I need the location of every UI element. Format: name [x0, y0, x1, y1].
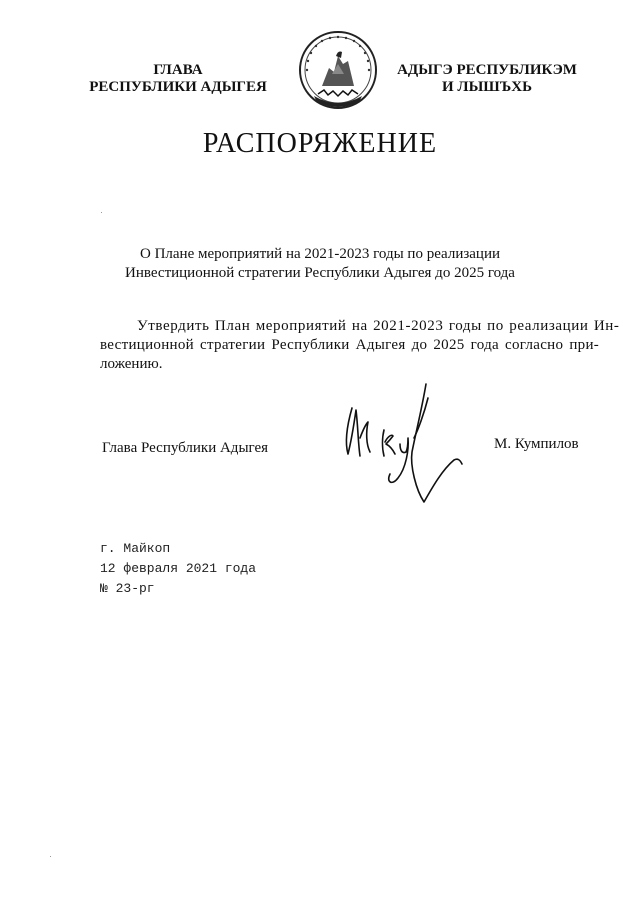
- coat-of-arms-icon: [296, 28, 380, 112]
- scan-speck: [50, 856, 51, 857]
- issue-date: 12 февраля 2021 года: [100, 561, 257, 576]
- signer-title: Глава Республики Адыгея: [102, 440, 269, 456]
- header-left-russian: [78, 62, 278, 96]
- header-left-line-1: ГЛАВА: [153, 62, 203, 78]
- body-line-3: ложению.: [100, 356, 163, 372]
- issue-number: № 23-рг: [100, 581, 155, 596]
- subject-block: [100, 245, 540, 283]
- body-line-1: Утвердить План мероприятий на 2021-2023 годы по реализации Ин-: [137, 318, 620, 334]
- body-paragraph: [100, 317, 620, 374]
- signature-icon: [330, 378, 470, 508]
- header-right-adyghe: [382, 62, 592, 96]
- header-right-line-2: И ЛЫШЪХЬ: [441, 79, 533, 95]
- issue-details: [100, 539, 256, 599]
- scan-speck: [101, 212, 102, 213]
- document-type-title: РАСПОРЯЖЕНИЕ: [202, 128, 438, 159]
- signer-name: М. Кумпилов: [494, 436, 579, 452]
- subject-line-1: О Плане мероприятий на 2021-2023 годы по реализации: [139, 246, 501, 262]
- body-line-2: вестиционной стратегии Республики Адыгея до 2025 года согласно при-: [100, 337, 600, 353]
- subject-line-2: Инвестиционной стратегии Республики Адыгея до 2025 года: [125, 265, 515, 281]
- header-left-line-2: РЕСПУБЛИКИ АДЫГЕЯ: [89, 79, 267, 95]
- issue-city: г. Майкоп: [100, 541, 171, 556]
- header-right-line-1: АДЫГЭ РЕСПУБЛИКЭМ: [397, 62, 577, 78]
